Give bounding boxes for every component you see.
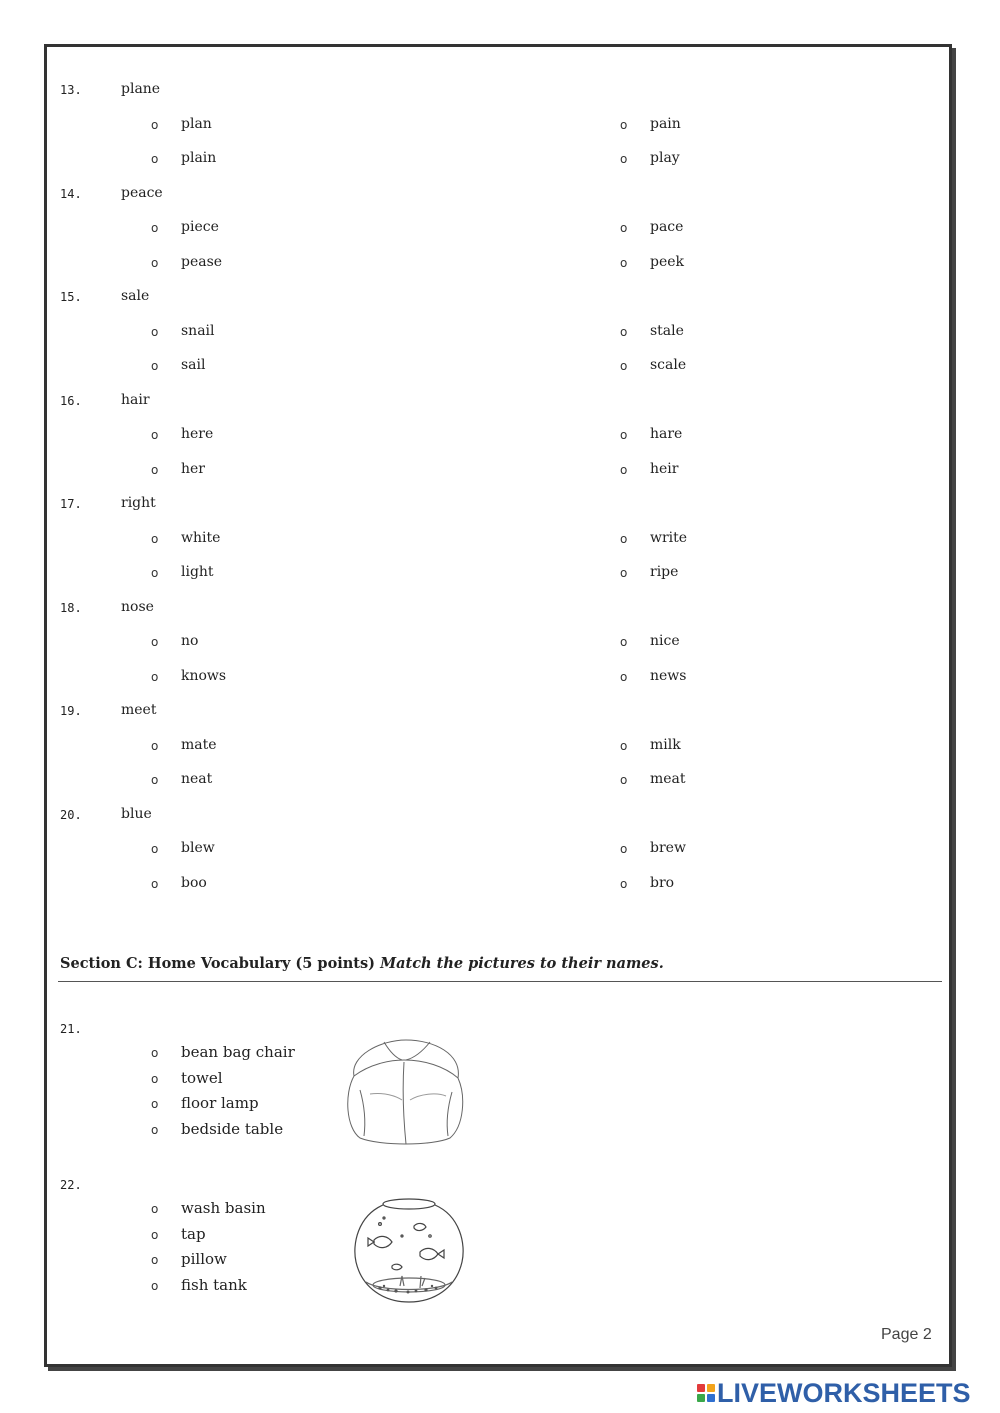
option-bullet[interactable]: o <box>151 773 159 787</box>
answer-option[interactable]: knows <box>181 667 227 684</box>
question-number: 15. <box>60 290 82 304</box>
option-bullet[interactable]: o <box>151 1227 159 1242</box>
option-bullet[interactable]: o <box>151 117 159 132</box>
option-bullet[interactable]: o <box>151 531 159 546</box>
question-number: 16. <box>60 393 82 408</box>
answer-option[interactable]: neat <box>181 771 213 787</box>
answer-option[interactable]: brew <box>650 840 686 856</box>
answer-option[interactable]: peek <box>650 253 685 270</box>
liveworksheets-logo-icon <box>697 1384 715 1402</box>
answer-option[interactable]: news <box>650 667 687 684</box>
logo-square <box>697 1394 705 1402</box>
picture-option[interactable]: towel <box>181 1068 223 1087</box>
question-number: 13. <box>60 83 82 97</box>
question-word: right <box>121 495 156 511</box>
option-bullet[interactable]: o <box>151 428 159 442</box>
option-bullet[interactable]: o <box>151 221 159 235</box>
option-bullet[interactable]: o <box>151 635 159 649</box>
question-word: peace <box>121 184 163 201</box>
option-bullet[interactable]: o <box>151 669 159 684</box>
answer-option[interactable]: here <box>181 426 214 442</box>
option-bullet[interactable]: o <box>620 876 628 891</box>
question-number: 17. <box>60 497 82 511</box>
answer-option[interactable]: bro <box>650 874 675 891</box>
picture-option[interactable]: bedside table <box>181 1119 284 1138</box>
option-bullet[interactable]: o <box>151 255 159 270</box>
question-word: sale <box>121 288 150 304</box>
question-number: 21. <box>60 1022 82 1036</box>
question-number: 20. <box>60 807 82 822</box>
option-bullet[interactable]: o <box>620 324 628 339</box>
answer-option[interactable]: meat <box>650 771 686 787</box>
fish-bowl-drawing <box>350 1196 468 1306</box>
option-bullet[interactable]: o <box>151 1202 159 1216</box>
answer-option[interactable]: her <box>181 460 205 477</box>
option-bullet[interactable]: o <box>151 152 159 166</box>
answer-option[interactable]: boo <box>181 874 207 891</box>
option-bullet[interactable]: o <box>620 428 628 442</box>
picture-option[interactable]: tap <box>181 1224 206 1243</box>
option-bullet[interactable]: o <box>620 635 628 649</box>
picture-option[interactable]: bean bag chair <box>181 1043 295 1061</box>
section-c-instruction: Match the pictures to their names. <box>380 955 664 972</box>
option-bullet[interactable]: o <box>151 324 159 339</box>
picture-option[interactable]: wash basin <box>181 1199 266 1217</box>
option-bullet[interactable]: o <box>620 221 628 235</box>
bean-bag-chair-drawing <box>340 1034 470 1148</box>
option-bullet[interactable]: o <box>620 773 628 787</box>
option-bullet[interactable]: o <box>151 1122 159 1137</box>
option-bullet[interactable]: o <box>620 117 628 132</box>
answer-option[interactable]: nice <box>650 633 680 649</box>
answer-option[interactable]: ripe <box>650 564 679 580</box>
answer-option[interactable]: write <box>650 529 688 546</box>
option-bullet[interactable]: o <box>620 566 628 580</box>
answer-option[interactable]: plan <box>181 115 212 132</box>
logo-square <box>707 1394 715 1402</box>
question-number: 22. <box>60 1178 82 1192</box>
option-bullet[interactable]: o <box>151 842 159 856</box>
answer-option[interactable]: plain <box>181 150 217 166</box>
option-bullet[interactable]: o <box>151 738 159 753</box>
answer-option[interactable]: play <box>650 150 680 166</box>
picture-option[interactable]: floor lamp <box>181 1094 259 1112</box>
worksheet-page <box>44 44 952 1367</box>
answer-option[interactable]: pease <box>181 253 223 270</box>
option-bullet[interactable]: o <box>151 1278 159 1293</box>
option-bullet[interactable]: o <box>151 1046 159 1060</box>
answer-option[interactable]: sail <box>181 357 206 373</box>
option-bullet[interactable]: o <box>620 255 628 270</box>
question-number: 14. <box>60 186 82 201</box>
answer-option[interactable]: piece <box>181 219 219 235</box>
answer-option[interactable]: white <box>181 529 221 546</box>
section-c-title <box>60 955 664 972</box>
logo-square <box>697 1384 705 1392</box>
option-bullet[interactable]: o <box>151 1253 159 1267</box>
option-bullet[interactable]: o <box>620 669 628 684</box>
answer-option[interactable]: scale <box>650 357 687 373</box>
section-divider <box>58 981 942 982</box>
question-word: hair <box>121 391 150 408</box>
option-bullet[interactable]: o <box>620 462 628 477</box>
answer-option[interactable]: mate <box>181 736 217 753</box>
picture-option[interactable]: fish tank <box>181 1275 247 1294</box>
answer-option[interactable]: milk <box>650 736 681 753</box>
question-word: plane <box>121 81 161 97</box>
answer-option[interactable]: heir <box>650 460 679 477</box>
picture-option[interactable]: pillow <box>181 1250 227 1268</box>
option-bullet[interactable]: o <box>151 462 159 477</box>
page-number: Page 2 <box>881 1326 932 1343</box>
logo-square <box>707 1384 715 1392</box>
option-bullet[interactable]: o <box>151 876 159 891</box>
question-number: 18. <box>60 600 82 615</box>
answer-option[interactable]: pain <box>650 115 681 132</box>
answer-option[interactable]: no <box>181 633 199 649</box>
answer-option[interactable]: stale <box>650 322 684 339</box>
section-c-heading: Section C: Home Vocabulary (5 points) <box>60 955 376 972</box>
option-bullet[interactable]: o <box>151 1071 159 1086</box>
answer-option[interactable]: light <box>181 564 214 580</box>
question-word: meet <box>121 702 157 718</box>
liveworksheets-brand: LIVEWORKSHEETS <box>717 1377 971 1408</box>
answer-option[interactable]: pace <box>650 219 684 235</box>
answer-option[interactable]: hare <box>650 426 683 442</box>
liveworksheets-logo <box>697 1378 971 1408</box>
option-bullet[interactable]: o <box>151 566 159 580</box>
option-bullet[interactable]: o <box>620 359 628 373</box>
answer-option[interactable]: blew <box>181 840 215 856</box>
question-number: 19. <box>60 704 82 718</box>
answer-option[interactable]: snail <box>181 322 215 339</box>
question-word: blue <box>121 805 152 822</box>
option-bullet[interactable]: o <box>620 842 628 856</box>
option-bullet[interactable]: o <box>620 152 628 166</box>
question-word: nose <box>121 598 154 615</box>
option-bullet[interactable]: o <box>151 1097 159 1111</box>
option-bullet[interactable]: o <box>151 359 159 373</box>
option-bullet[interactable]: o <box>620 531 628 546</box>
option-bullet[interactable]: o <box>620 738 628 753</box>
